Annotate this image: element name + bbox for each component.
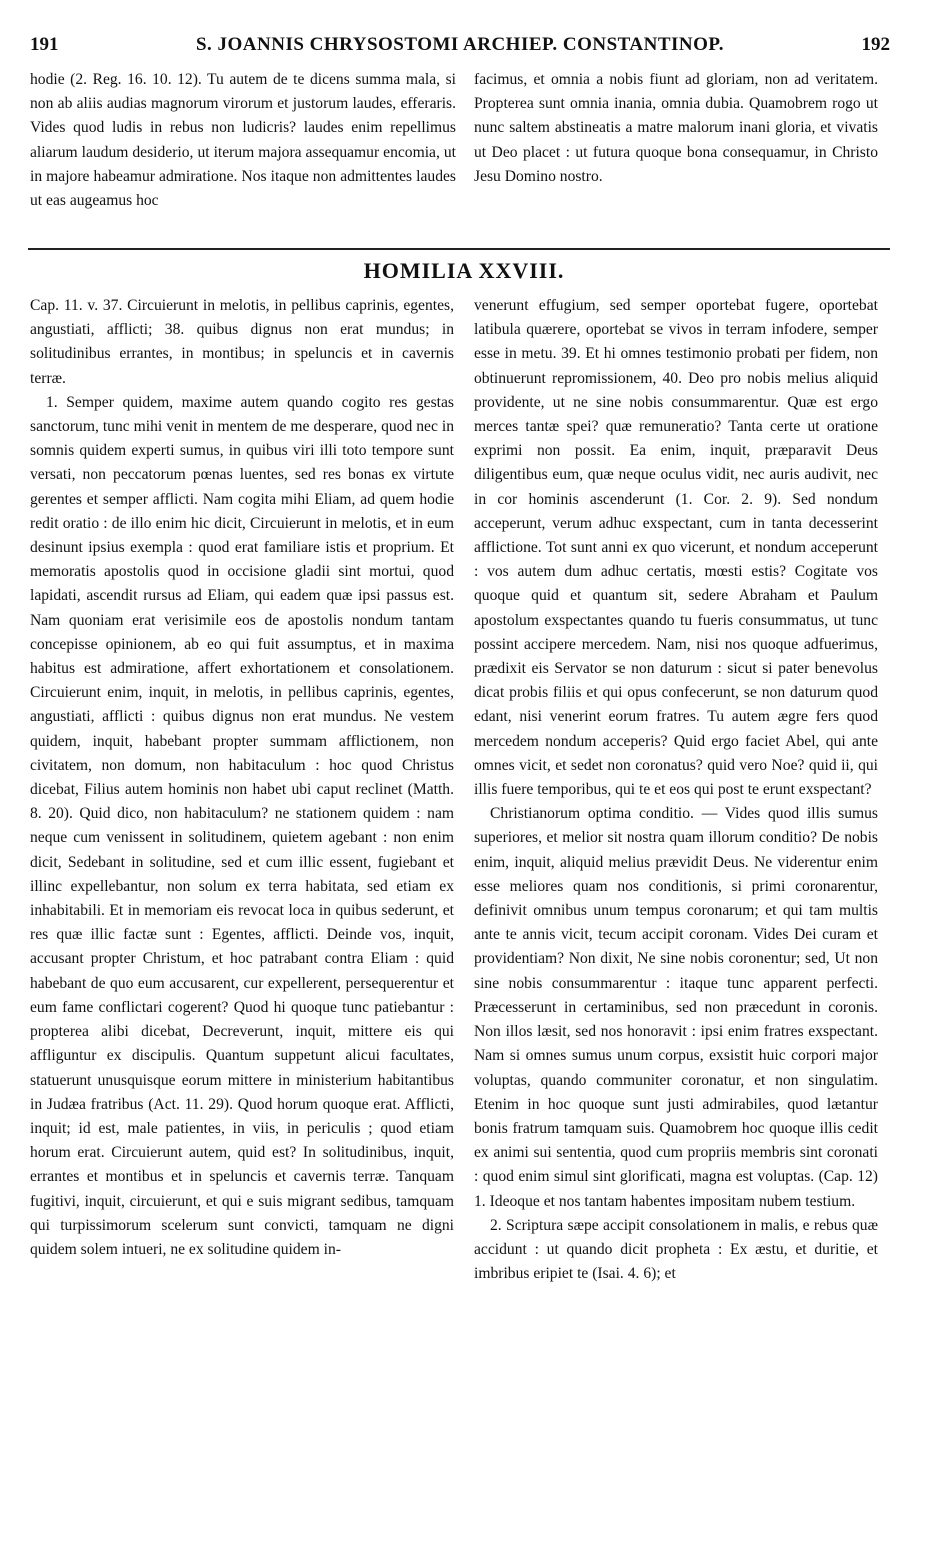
chapter-verse-heading: Cap. 11. v. 37. Circuierunt in melotis, in pellibus caprinis, egentes, angustiati, afflicti; 38. quibus dignus non erat mundus; in solitudinibus errantes, in montibus; in speluncis et in cavernis terræ. [30, 297, 454, 387]
page-number-left: 191 [30, 34, 59, 55]
page-header [30, 34, 890, 64]
section-christianorum: Christianorum optima conditio. — Vides quod illis sumus superiores, et melior sit nostra quam illorum conditio? De nobis enim, inquit, aliquid melius prævidit Deus. Ne viderentur enim esse meliores quam nos conditionis, si primi coronarentur, definivit omnibus unum tempus coronarum; et qui tam multis ante te annis vicit, tecum accipit coronam. Vides Dei curam et providentiam? Non dixit, Ne sine nobis coronentur; sed, Ut non sine nobis consummarentur : itaque tunc apparent perfecti. Præcesserunt in certaminibus, sed non præcedunt in coronis. Non illos læsit, sed nos honoravit : ipsi enim fratres exspectant. Nam si omnes sumus unum corpus, exsistit huic corpori major voluptas, quando communiter coronatur, et non singulatim. Etenim in hoc quoque sunt justi admirabiles, quod lætantur bonis fratrum tamquam suis. Quamobrem hoc quoque illis cedit ex animi sui sententia, quod cum propriis membris sint coronati : quod enim simul sint glorificati, magna est voluptas. (Cap. 12) 1. Ideoque et nos tantam habentes impositam nubem testium. [474, 805, 878, 1210]
homily-title: HOMILIA XXVIII. [363, 258, 565, 283]
section-divider [28, 248, 890, 250]
running-title: S. JOANNIS CHRYSOSTOMI ARCHIEP. CONSTANTINOP. [195, 34, 725, 55]
bottom-right-column [474, 294, 878, 1286]
page-number-right: 192 [861, 34, 890, 55]
top-right-column [474, 68, 878, 189]
paragraph-2: 2. Scriptura sæpe accipit consolationem in malis, e rebus quæ accidunt : ut quando dicit propheta : Ex æstu, et duritie, et imbribus eripiet te (Isai. 4. 6); et [474, 1216, 878, 1283]
paragraph-1: 1. Semper quidem, maxime autem quando cogito res gestas sanctorum, tunc mihi venit in mentem de me desperare, quod nec in somnis quidem experti sumus, in quibus viri illi toto tempore sunt versati, non peccatorum pœnas luentes, sed res bonas ex virtute gerentes et semper afflicti. Nam cogita mihi Eliam, ad quem hodie redit oratio : de illo enim hic dicit, Circuierunt in melotis, et in eum desinunt ipsius exempla : quod erat familiare istis et proprium. Et memoratis apostolis quod in occisione gladii sint mortui, quod lapidati, ascendit rursus ad Eliam, qui eadem quæ ipsi passus est. Nam quoniam erat verisimile eos de apostolis nondum tantam concepisse opinionem, ab eo qui fuit assumptus, et in maxima habitus est admiratione, affert exhortationem et consolationem. Circuierunt enim, inquit, in melotis, in pellibus caprinis, egentes, angustiati, afflicti : quibus dignus non erat mundus. Ne vestem quidem, inquit, habebant propter summam afflictionem, non civitatem, non domum, non habitaculum : hoc quod Christus dicebat, Filius autem hominis non habet ubi caput reclinet (Matth. 8. 20). Quid dico, non habitaculum? ne stationem quidem : nam neque cum venissent in solitudinem, quietem agebant : non enim dicit, Sedebant in solitudine, sed et cum illic essent, fugiebant et illinc expellebantur, non solum ex terra habitata, sed etiam ex inhabitabili. Et in memoriam eis revocat loca in quibus sederunt, et res quæ illic factæ sunt : Egentes, afflicti. Deinde vos, inquit, accusant propter Christum, et hoc patrabant contra Eliam : quid habebant de quo eum accusarent, cur expellerent, persequerentur et eum fame conflictari cogerent? Quod hi quoque tunc patiebantur : propterea alibi dicebat, Decreverunt, inquit, mittere eis qui affliguntur ex discipulis. Quantum suppetunt alicui facultates, statuerunt unusquisque eorum mittere in ministerium habitantibus in Judæa fratribus (Act. 11. 29). Quod horum quoque erat. Afflicti, inquit; id est, male patientes, in viis, in periculis ; quod etiam horum erat. Circuierunt autem, quid est? In solitudinibus, inquit, errantes et montibus et in speluncis et cavernis terræ. Tanquam fugitivi, inquit, circuierunt, et qui e suis migrant sedibus, tamquam qui turpissimorum scelerum sunt convicti, tamquam ne digni quidem solem intueri, ne ex solitudine quidem in- [30, 393, 454, 1258]
paragraph-1-continued: venerunt effugium, sed semper oportebat fugere, oportebat latibula quærere, oportebat se vivos in terram infodere, semper esse in metu. 39. Et hi omnes testimonio probati per fidem, non obtinuerunt repromissionem, 40. Deo pro nobis melius aliquid providente, ut ne sine nobis consummarentur. Quæ est ergo merces tantæ spei? quæ remuneratio? Tanta certe ut oratione exprimi non possit. Ea enim, inquit, præparavit Deus diligentibus eum, quæ neque oculus vidit, nec auris audivit, nec in cor hominis ascenderunt (1. Cor. 2. 9). Sed nondum acceperunt, verum adhuc exspectant, cum in tanta decesserint afflictione. Tot sunt anni ex quo vicerunt, et nondum acceperunt : vos autem dum adhuc certatis, mœsti estis? Cogitate vos quoque quid et quantum sit, sedere Abraham et Paulum apostolum exspectantes quando tu fueris consummatus, ut tunc possint accipere mercedem. Nam, nisi nos quoque adfuerimus, prædixit eis Servator se non daturum : sicut si pater benevolus dicat probis filiis et qui opus confecerunt, se non daturum quod edant, nisi venerint eorum fratres. Tu autem ægre fers quod mercedem nondum acceperis? Quid ergo faciet Abel, qui ante omnes vicit, et sedet non coronatus? quid vero Noe? quid ii, qui illis fuere temporibus, qui te et eos qui post te erunt exspectant? [474, 297, 878, 799]
bottom-left-column [30, 294, 454, 1262]
top-left-text: hodie (2. Reg. 16. 10. 12). Tu autem de te dicens summa mala, si non ab aliis audias magnorum virorum et justorum laudes, efferaris. Vides quod ludis in rebus non ludicris? laudes enim repellimus aliarum laudum desiderio, ut iterum majora assequamur encomia, ut in majore habeamur admiratione. Nos itaque non admittentes laudes ut eas augeamus hoc [30, 71, 456, 210]
top-left-column [30, 68, 456, 213]
top-right-text: facimus, et omnia a nobis fiunt ad gloriam, non ad veritatem. Propterea sunt omnia inania, omnia dubia. Quamobrem rogo ut nunc saltem abstineatis a matre malorum inani gloria, et vivatis ut Deo placet : ut futura quoque bona consequamur, in Christo Jesu Domino nostro. [474, 71, 878, 185]
